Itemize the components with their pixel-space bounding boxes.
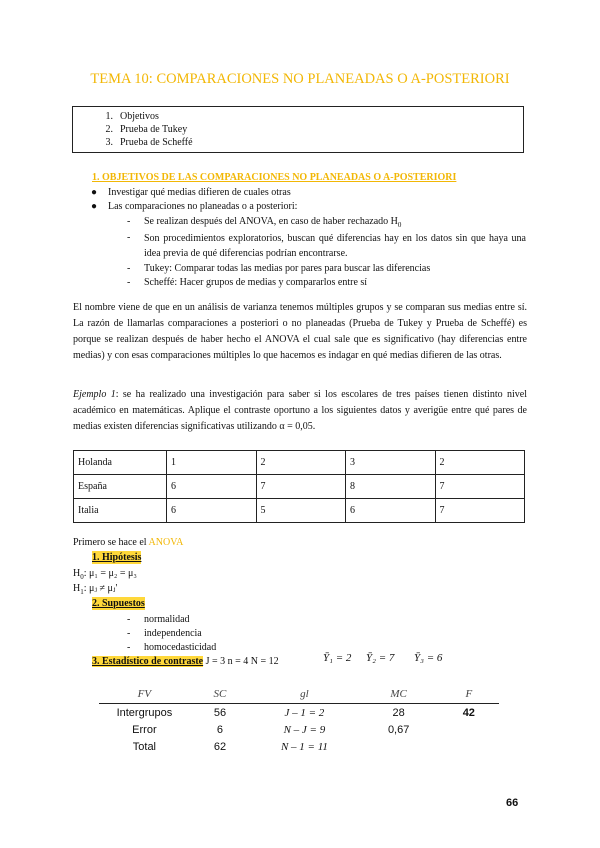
assumption-text: normalidad	[144, 614, 190, 625]
assumption-item: - independencia	[0, 627, 600, 640]
table-cell: España	[74, 475, 167, 499]
mean-2: Ȳ₂ = 7	[366, 652, 395, 664]
table-cell: 3	[346, 451, 436, 475]
example-text: : se ha realizado una investigación para saber si los escolares de tres países tienen distinto nivel académico en matemáticas. Aplique el contraste oportuno a los siguientes datos y averigüe entre qué pares de medias existen diferencias significativas utilizando α = 0,05.	[73, 389, 527, 432]
table-cell: 5	[256, 499, 346, 523]
toc-label: Prueba de Scheffé	[120, 137, 193, 148]
toc-item	[95, 111, 159, 123]
table-cell: 1	[167, 451, 257, 475]
h0-expression: : μ₁ = μ₂ = μ₃	[83, 568, 137, 579]
toc-number: 1.	[105, 111, 113, 122]
dash-text-main: Se realizan después del ANOVA, en caso de haber rechazado H	[144, 216, 398, 227]
page-number: 66	[506, 797, 519, 809]
statistic-label: 3. Estadístico de contraste	[92, 656, 204, 667]
section-heading: 1. OBJETIVOS DE LAS COMPARACIONES NO PLANEADAS O A-POSTERIORI	[92, 172, 457, 183]
mean-3: Ȳ₃ = 6	[414, 652, 443, 664]
subscript: 0	[397, 221, 402, 229]
table-row	[74, 499, 525, 523]
dash-item: - Son procedimientos exploratorios, buscan qué diferencias hay en los datos sin que haya una idea previa de qué diferencias podrían encontrarse.	[127, 232, 526, 259]
h0-symbol: H	[73, 568, 81, 579]
bullet-icon: ●	[91, 187, 98, 198]
table-cell: Italia	[74, 499, 167, 523]
toc-label: Objetivos	[120, 111, 159, 122]
column-header: MC	[359, 685, 439, 704]
table-cell: 6	[216, 723, 224, 736]
table-cell: Error	[132, 723, 157, 736]
h1-symbol: H	[73, 583, 81, 594]
data-table	[73, 450, 525, 523]
table-cell: 6	[346, 499, 436, 523]
anova-intro-text: Primero se hace el	[73, 537, 149, 548]
table-cell: 8	[346, 475, 436, 499]
bullet-text: Investigar qué medias difieren de cuales otras	[108, 187, 291, 198]
table-row	[99, 721, 499, 738]
toc-label: Prueba de Tukey	[120, 124, 188, 135]
table-cell: 62	[213, 740, 227, 753]
table-cell: 7	[435, 499, 525, 523]
toc-number: 3.	[105, 137, 113, 148]
anova-intro	[73, 536, 183, 549]
hypotheses-label: 1. Hipótesis	[92, 552, 142, 563]
table-cell: 56	[213, 706, 227, 719]
anova-word: ANOVA	[148, 537, 184, 548]
example-label: Ejemplo 1	[73, 389, 116, 400]
column-header: SC	[190, 685, 250, 704]
statistic-line	[92, 655, 279, 668]
dash-text: Son procedimientos exploratorios, buscan qué diferencias hay en los datos sin que haya una idea previa de qué diferencias podrían encontrarse.	[144, 233, 526, 259]
table-cell: 28	[392, 706, 405, 719]
assumption-text: independencia	[144, 628, 202, 639]
table-cell: 2	[435, 451, 525, 475]
subscript: 1	[80, 588, 84, 596]
table-cell: 42	[462, 706, 475, 719]
toc-number: 2.	[105, 124, 113, 135]
column-header: F	[439, 685, 499, 704]
subscript: 0	[80, 573, 84, 581]
statistic-params: J = 3 n = 4 N = 12	[205, 656, 279, 667]
assumption-text: homocedasticidad	[144, 642, 217, 653]
table-cell: Total	[132, 740, 157, 753]
table-cell: Intergrupos	[116, 706, 173, 719]
intro-paragraph: El nombre viene de que en un análisis de varianza tenemos múltiples grupos y se comparan sus medias entre sí. La razón de llamarlas comparaciones a posteriori o no planeadas (Prueba de Tukey y Prueba de Scheffé) es porque se realizan después de haber hecho el ANOVA el cual sale que es significativo (hay diferencias entre medias) y con esas comparaciones múltiples lo que hacemos es indagar en qué medias difieren de las otras.	[73, 302, 527, 361]
table-header-row	[99, 685, 499, 704]
assumption-item: - normalidad	[0, 613, 600, 626]
column-header: gl	[250, 685, 359, 704]
dash-text: Scheffé: Hacer grupos de medias y compararlos entre sí	[144, 277, 368, 288]
toc-item	[95, 124, 187, 136]
table-cell: 7	[435, 475, 525, 499]
h1-expression: : μⱼ ≠ μⱼ'	[83, 583, 118, 594]
table-row	[74, 475, 525, 499]
bullet-item	[0, 186, 600, 199]
table-row	[99, 738, 499, 755]
table-row	[99, 704, 499, 722]
table-cell: N – J = 9	[283, 723, 326, 736]
example-paragraph	[73, 387, 527, 435]
anova-table	[99, 685, 499, 755]
table-cell: Holanda	[74, 451, 167, 475]
dash-item: - Scheffé: Hacer grupos de medias y compararlos entre sí	[0, 276, 600, 289]
bullet-text: Las comparaciones no planeadas o a posteriori:	[108, 201, 298, 212]
table-cell: N – 1 = 11	[280, 740, 328, 753]
assumption-item: - homocedasticidad	[0, 641, 600, 654]
table-cell: 0,67	[387, 723, 410, 736]
toc-item	[95, 137, 193, 149]
table-cell: 6	[167, 475, 257, 499]
table-cell	[359, 738, 439, 755]
table-of-contents	[72, 106, 524, 153]
table-row	[74, 451, 525, 475]
dash-item: - Tukey: Comparar todas las medias por pares para buscar las diferencias	[0, 262, 600, 275]
table-cell: 7	[256, 475, 346, 499]
assumptions-label: 2. Supuestos	[92, 598, 145, 609]
table-cell: 2	[256, 451, 346, 475]
dash-item: - Se realizan después del ANOVA, en caso de haber rechazado $H_0$	[0, 215, 600, 228]
dash-text	[144, 215, 526, 232]
table-cell	[439, 721, 499, 738]
table-cell: J – 1 = 2	[284, 706, 325, 719]
page-title: TEMA 10: COMPARACIONES NO PLANEADAS O A-POSTERIORI	[90, 71, 510, 87]
table-cell	[439, 738, 499, 755]
column-header: FV	[99, 685, 190, 704]
bullet-icon: ●	[91, 201, 98, 212]
bullet-item	[0, 200, 600, 213]
table-cell: 6	[167, 499, 257, 523]
dash-text: Tukey: Comparar todas las medias por pares para buscar las diferencias	[144, 263, 431, 274]
mean-1: Ȳ₁ = 2	[323, 652, 352, 664]
